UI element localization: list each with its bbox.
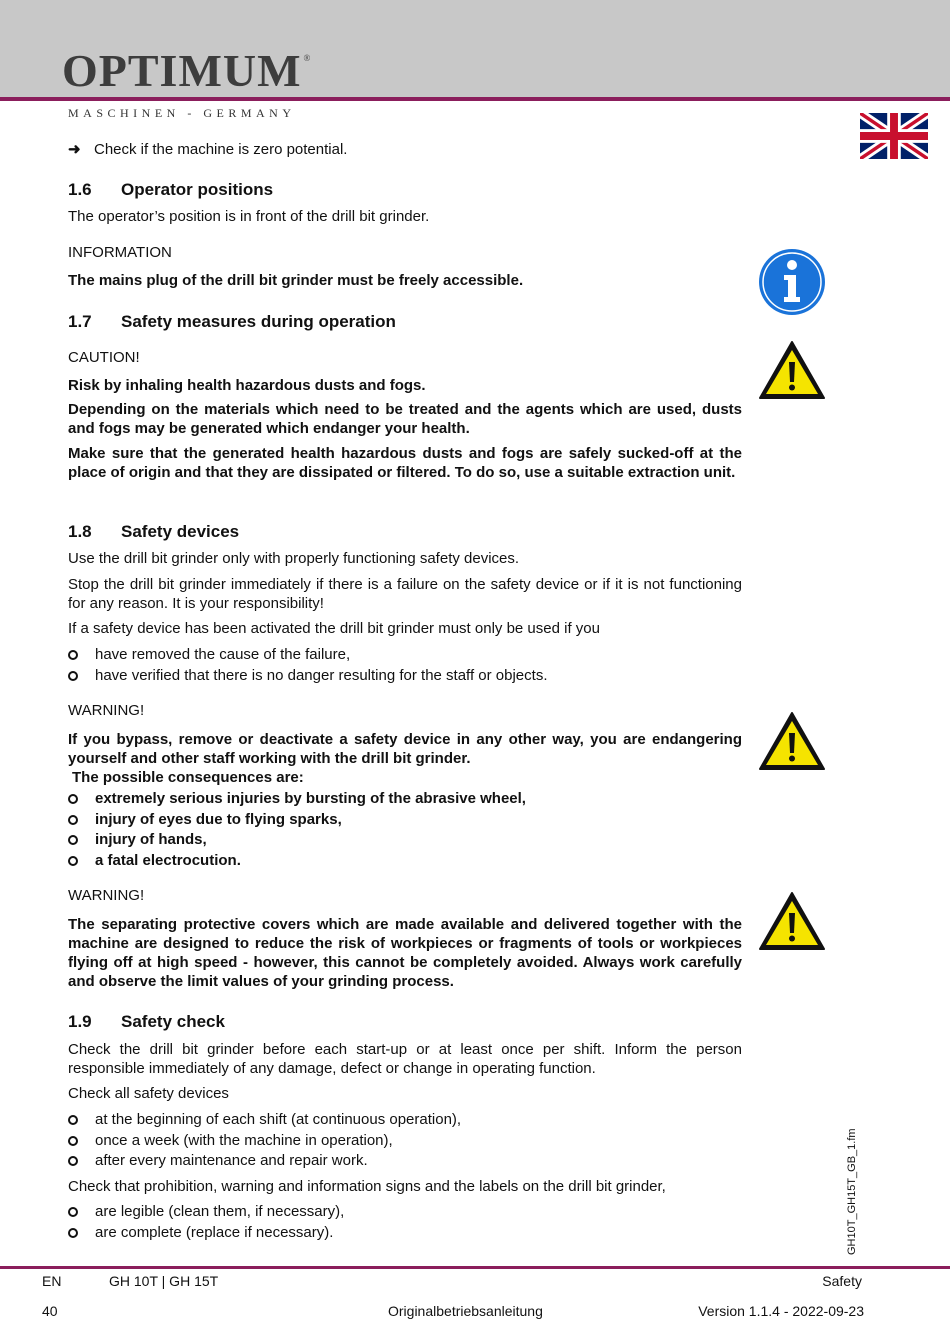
section-heading-1-6 [68, 180, 273, 200]
paragraph: The operator’s position is in front of the drill bit grinder. [68, 208, 430, 225]
list-item [68, 666, 547, 687]
list-item [68, 1131, 461, 1152]
warning-text: The separating protective covers which are made available and delivered together with the machine are designed to reduce the risk of workpieces or fragments of tools or workpieces flying off at high speed - however, this cannot be completely avoided. Always work carefully and observe the limit values of your grinding process. [68, 916, 742, 990]
consequences-list [68, 789, 526, 871]
section-number: 1.7 [68, 312, 92, 331]
check-list [68, 1110, 461, 1172]
info-label: INFORMATION [68, 244, 172, 261]
list-item-text: are legible (clean them, if necessary), [95, 1203, 345, 1220]
section-title: Safety check [121, 1012, 225, 1031]
bullet-icon [68, 671, 78, 681]
paragraph: Use the drill bit grinder only with properly functioning safety devices. [68, 550, 520, 567]
list-item-text: extremely serious injuries by bursting of the abrasive wheel, [95, 790, 526, 807]
paragraph: Check the drill bit grinder before each start-up or at least once per shift. Inform the person responsible immediately of any damage, defect or change in operating function. [68, 1041, 742, 1077]
warning-text: If you bypass, remove or deactivate a safety device in any other way, you are endangering yourself and other staff working with the drill bit grinder. [68, 731, 742, 767]
registered-mark: ® [303, 53, 312, 63]
brand-subtitle: MASCHINEN - GERMANY [68, 106, 296, 120]
list-item [68, 851, 526, 872]
information-icon [758, 248, 826, 316]
section-number: 1.6 [68, 180, 92, 199]
list-item [68, 1151, 461, 1172]
bullet-icon [68, 650, 78, 660]
arrow-right-icon: ➜ [68, 141, 81, 158]
list-item [68, 1202, 344, 1223]
labels-list [68, 1202, 344, 1243]
bullet-icon [68, 794, 78, 804]
paragraph: Check that prohibition, warning and information signs and the labels on the drill bit grinder, [68, 1178, 666, 1195]
list-item-text: once a week (with the machine in operation), [95, 1131, 393, 1149]
list-item-text: have removed the cause of the failure, [95, 646, 351, 663]
section-heading-1-8 [68, 522, 239, 542]
warning-triangle-icon [758, 340, 826, 400]
bullet-icon [68, 1115, 78, 1125]
bullet-icon [68, 1207, 78, 1217]
paragraph: Stop the drill bit grinder immediately if there is a failure on the safety device or if it is not functioning for any reason. It is your responsibility! [68, 576, 742, 612]
section-number: 1.8 [68, 522, 92, 541]
section-heading-1-7 [68, 312, 396, 332]
brand-logo [62, 45, 312, 96]
warning-label: WARNING! [68, 702, 145, 719]
list-item [68, 1223, 344, 1244]
footer-version: Version 1.1.4 - 2022-09-23 [698, 1303, 864, 1319]
footer-document: Originalbetriebsanleitung [388, 1303, 543, 1319]
list-item-text: injury of hands, [95, 831, 207, 848]
section-title: Operator positions [121, 180, 274, 199]
bullet-icon [68, 1228, 78, 1238]
list-item-text: a fatal electrocution. [95, 851, 241, 869]
bullet-icon [68, 835, 78, 845]
bullet-icon [68, 856, 78, 866]
consequences-intro: The possible consequences are: [72, 769, 304, 786]
list-item [68, 830, 526, 851]
section-title: Safety devices [121, 522, 240, 541]
section-number: 1.9 [68, 1012, 92, 1031]
side-file-label: GH10T_GH15T_GB_1.fm [846, 1128, 858, 1255]
list-item-text: have verified that there is no danger resulting for the staff or objects. [95, 666, 548, 684]
caution-label: CAUTION! [68, 349, 140, 366]
list-item-text: after every maintenance and repair work. [95, 1152, 368, 1169]
caution-text-1: Risk by inhaling health hazardous dusts and fogs. [68, 377, 426, 394]
section-heading-1-9 [68, 1012, 225, 1032]
bullet-icon [68, 1156, 78, 1166]
section-title: Safety measures during operation [121, 312, 396, 331]
footer-rule [0, 1266, 950, 1269]
uk-flag-icon [860, 113, 928, 159]
warning-triangle-icon [758, 891, 826, 951]
intro-text: Check if the machine is zero potential. [94, 141, 348, 158]
bullet-icon [68, 815, 78, 825]
list-item-text: at the beginning of each shift (at continuous operation), [95, 1111, 462, 1128]
caution-text-2: Depending on the materials which need to be treated and the agents which are used, dusts and fogs may be generated which endanger your health. [68, 401, 742, 437]
failure-list [68, 645, 547, 686]
header-rule [0, 97, 950, 101]
list-item [68, 789, 526, 810]
intro-line [68, 140, 347, 158]
bullet-icon [68, 1136, 78, 1146]
info-text: The mains plug of the drill bit grinder must be freely accessible. [68, 272, 524, 289]
list-item [68, 645, 547, 666]
list-item [68, 1110, 461, 1131]
footer-section: Safety [822, 1273, 862, 1289]
warning-triangle-icon [758, 711, 826, 771]
footer-page-number: 40 [42, 1303, 58, 1319]
list-item [68, 810, 526, 831]
caution-text-3: Make sure that the generated health hazardous dusts and fogs are safely sucked-off at the place of origin and that they are dissipated or filtered. To do so, use a suitable extraction unit. [68, 445, 742, 481]
footer-language: EN [42, 1273, 62, 1289]
brand-name: OPTIMUM [62, 45, 302, 96]
paragraph: If a safety device has been activated the drill bit grinder must only be used if you [68, 620, 600, 637]
warning-label: WARNING! [68, 887, 145, 904]
footer-model: GH 10T | GH 15T [109, 1273, 219, 1289]
list-item-text: are complete (replace if necessary). [95, 1223, 334, 1241]
list-item-text: injury of eyes due to flying sparks, [95, 810, 342, 828]
paragraph: Check all safety devices [68, 1085, 229, 1102]
